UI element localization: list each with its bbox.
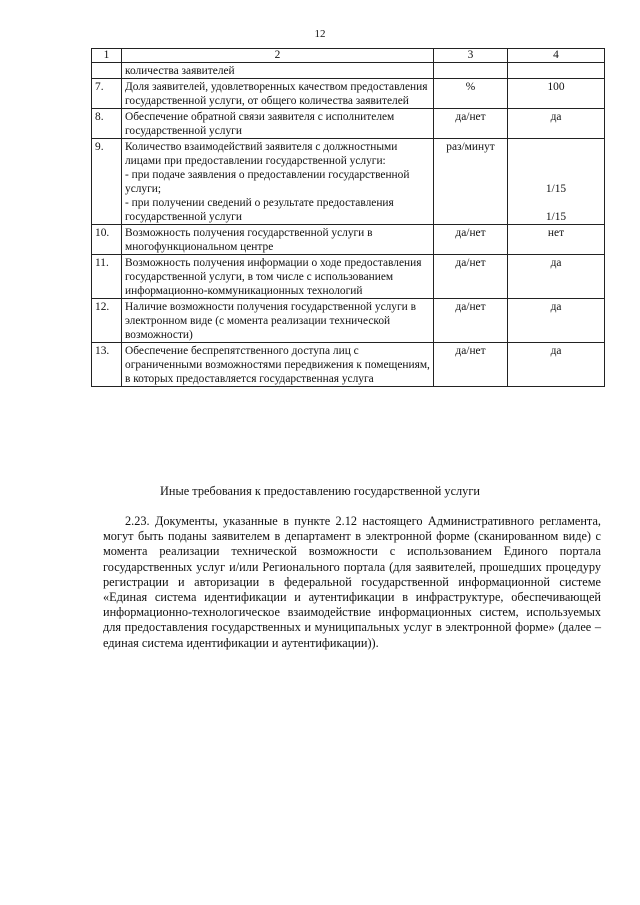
row-number: 10. [92, 225, 122, 255]
row-number: 11. [92, 255, 122, 299]
table-header-row [92, 49, 605, 63]
row-unit: % [434, 79, 508, 109]
row-number: 9. [92, 139, 122, 225]
body-paragraph: 2.23. Документы, указанные в пункте 2.12 настоящего Административного регламента, могут быть поданы заявителем в департамент в электронной форме (сканированном виде) с момента реализации технической возможности с использованием Единого портала государственных услуг и/или Регионального портала (для заявителей, прошедших процедуру регистрации и авторизации в федеральной государственной информационной системе «Единая система идентификации и аутентификации в инфраструктуре, обеспечивающей информационно-технологическое взаимодействие информационных систем, используемых для предоставления государственных и муниципальных услуг в электронной форме» (далее – единая система идентификации и аутентификации)). [103, 514, 601, 650]
table-row [92, 109, 605, 139]
row-subitem-text: - при получении сведений о результате предоставления государственной услуги [125, 197, 394, 223]
indicators-table [91, 48, 605, 387]
row-number: 7. [92, 79, 122, 109]
header-cell: 2 [122, 49, 434, 63]
table-row [92, 255, 605, 299]
row-text-group [122, 139, 434, 225]
table-row [92, 79, 605, 109]
table-row [92, 225, 605, 255]
section-heading: Иные требования к предоставлению государственной услуги [160, 484, 480, 498]
row-value: да [508, 343, 605, 387]
row-value: да [508, 255, 605, 299]
row-unit: да/нет [434, 225, 508, 255]
row-subitem-text: - при подаче заявления о предоставлении государственной услуги; [125, 169, 410, 195]
row-text: Наличие возможности получения государственной услуги в электронном виде (с момента реализации технической возможности) [122, 299, 434, 343]
row-value: нет [508, 225, 605, 255]
table-row [92, 139, 605, 225]
row-subitem-value: 1/15 [545, 183, 567, 195]
table-row-continuation [92, 63, 605, 79]
row-text: Доля заявителей, удовлетворенных качеством предоставления государственной услуги, от общего количества заявителей [122, 79, 434, 109]
header-cell: 4 [508, 49, 605, 63]
row-unit: раз/минут [434, 139, 508, 225]
continuation-text: количества заявителей [122, 63, 434, 79]
row-value-group [508, 139, 605, 225]
row-unit: да/нет [434, 299, 508, 343]
table-row [92, 343, 605, 387]
row-number: 8. [92, 109, 122, 139]
row-unit: да/нет [434, 343, 508, 387]
row-number: 12. [92, 299, 122, 343]
row-text: Количество взаимодействий заявителя с должностными лицами при предоставлении государственной услуги: [125, 141, 398, 167]
row-text: Возможность получения информации о ходе предоставления государственной услуги, в том числе с использованием информационно-коммуникационных технологий [122, 255, 434, 299]
header-cell: 1 [92, 49, 122, 63]
table-row [92, 299, 605, 343]
page-number: 12 [314, 28, 326, 40]
row-unit: да/нет [434, 109, 508, 139]
header-cell: 3 [434, 49, 508, 63]
row-text: Обеспечение беспрепятственного доступа лиц с ограниченными возможностями передвижения к помещениям, в которых предоставляется государственная услуга [122, 343, 434, 387]
row-subitem-value: 1/15 [545, 211, 567, 223]
row-value: 100 [508, 79, 605, 109]
row-unit: да/нет [434, 255, 508, 299]
row-value: да [508, 109, 605, 139]
row-text: Возможность получения государственной услуги в многофункциональном центре [122, 225, 434, 255]
row-value: да [508, 299, 605, 343]
row-number: 13. [92, 343, 122, 387]
row-text: Обеспечение обратной связи заявителя с исполнителем государственной услуги [122, 109, 434, 139]
